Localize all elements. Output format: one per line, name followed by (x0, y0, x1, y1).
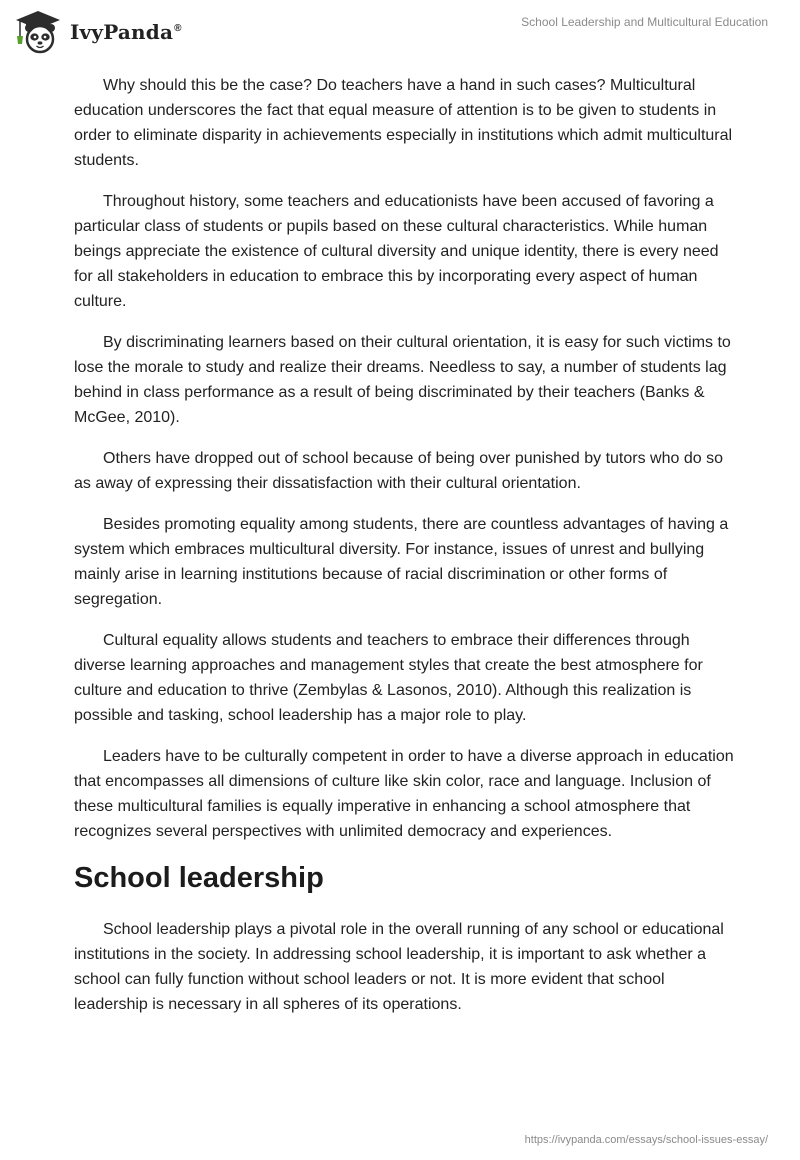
panda-graduate-icon (14, 9, 62, 55)
registered-mark: ® (174, 23, 182, 35)
paragraph: Throughout history, some teachers and educationists have been accused of favoring a particular class of students or pupils based on these cultural characteristics. While human beings appreciate the existence of cultural diversity and unique identity, there is every need for all stakeholders in education to embrace this by incorporating every aspect of human culture. (74, 193, 719, 310)
page-header (0, 0, 800, 60)
logo-text: IvyPanda® (70, 20, 182, 44)
paragraph: Leaders have to be culturally competent in order to have a diverse approach in education that encompasses all dimensions of culture like skin color, race and language. Inclusion of these multicultural families is equally imperative in enhancing a school atmosphere that recognizes several perspectives with unlimited democracy and experiences. (74, 748, 734, 840)
document-title: School Leadership and Multicultural Education (521, 15, 768, 29)
paragraph: Besides promoting equality among students, there are countless advantages of having a system which embraces multicultural diversity. For instance, issues of unrest and bullying mainly arise in learning institutions because of racial discrimination or other forms of segregation. (74, 516, 729, 608)
essay-body (74, 73, 734, 1033)
paragraph: Others have dropped out of school because of being over punished by tutors who do so as away of expressing their dissatisfaction with their cultural orientation. (74, 450, 723, 492)
paragraph: By discriminating learners based on their cultural orientation, it is easy for such victims to lose the morale to study and realize their dreams. Needless to say, a number of students lag behind in class performance as a result of being discriminated by their teachers (Banks & McGee, 2010). (74, 334, 731, 426)
paragraph: Why should this be the case? Do teachers have a hand in such cases? Multicultural education underscores the fact that equal measure of attention is to be given to students in order to eliminate disparity in achievements especially in institutions which admit multicultural students. (74, 77, 733, 169)
source-url[interactable]: https://ivypanda.com/essays/school-issues-essay/ (524, 1134, 768, 1146)
paragraph: Cultural equality allows students and teachers to embrace their differences through diverse learning approaches and management styles that create the best atmosphere for culture and education to thrive (Zembylas & Lasonos, 2010). Although this realization is possible and tasking, school leadership has a major role to play. (74, 632, 703, 724)
section-heading: School leadership (74, 862, 324, 894)
paragraph: School leadership plays a pivotal role in the overall running of any school or educational institutions in the society. In addressing school leadership, it is important to ask whether a school can fully function without school leaders or not. It is more evident that school leadership is necessary in all spheres of its operations. (74, 921, 724, 1013)
ivypanda-logo[interactable] (14, 9, 182, 55)
